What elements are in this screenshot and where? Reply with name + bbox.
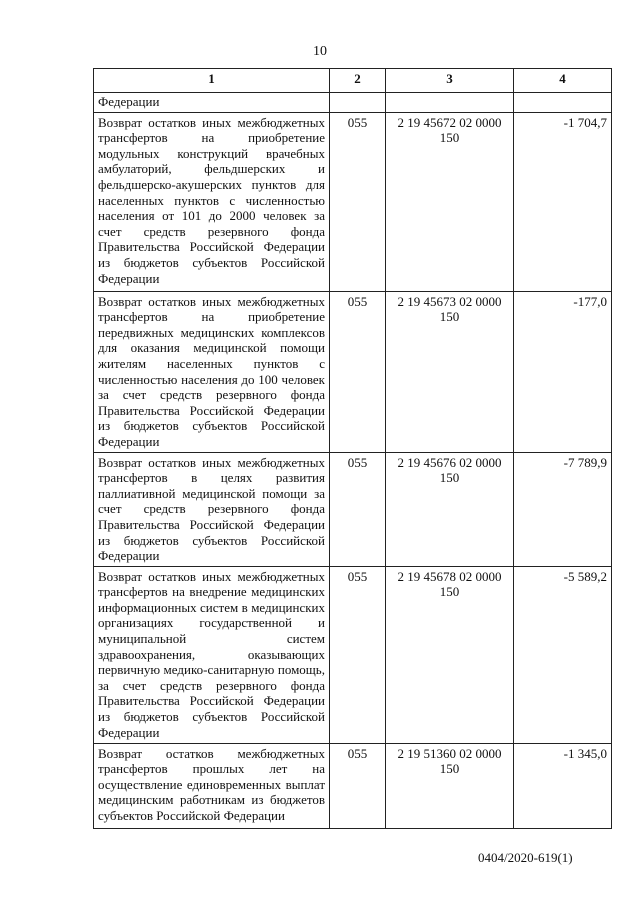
table-row bbox=[94, 566, 612, 743]
row-amount: -5 589,2 bbox=[514, 566, 612, 743]
empty-cell bbox=[514, 93, 612, 113]
row-amount: -7 789,9 bbox=[514, 452, 612, 566]
empty-cell bbox=[330, 93, 386, 113]
budget-code-line2: 150 bbox=[439, 309, 460, 325]
row-admin-code: 055 bbox=[330, 291, 386, 452]
row-budget-code bbox=[386, 566, 514, 743]
budget-code-line2: 150 bbox=[439, 130, 460, 146]
row-description: Возврат остатков межбюджетных трансфертов прошлых лет на осуществление единовременных выплат медицинским работникам из бюджетов субъектов Российской Федерации bbox=[94, 743, 330, 828]
row-description: Возврат остатков иных межбюджетных трансфертов на внедрение медицинских информационных систем в медицинских организациях государственной и муниципальной систем здравоохранения, оказывающих первичную медико-санитарную помощь, за счет средств резервного фонда Правительства Российской Федерации из бюджетов субъектов Российской Федерации bbox=[94, 566, 330, 743]
row-amount: -1 704,7 bbox=[514, 112, 612, 291]
column-header-2: 2 bbox=[330, 69, 386, 93]
budget-code-line1: 2 19 45678 02 0000 bbox=[397, 568, 502, 584]
table-row-continuation bbox=[94, 93, 612, 113]
document-number: 0404/2020-619(1) bbox=[478, 850, 573, 865]
budget-code-line1: 2 19 45672 02 0000 bbox=[397, 114, 502, 130]
empty-cell bbox=[386, 93, 514, 113]
budget-code-line2: 150 bbox=[439, 470, 460, 486]
table-row bbox=[94, 291, 612, 452]
row-budget-code bbox=[386, 112, 514, 291]
row-admin-code: 055 bbox=[330, 566, 386, 743]
row-amount: -1 345,0 bbox=[514, 743, 612, 828]
row-budget-code bbox=[386, 291, 514, 452]
budget-code-line2: 150 bbox=[439, 584, 460, 600]
table-header-row bbox=[94, 69, 612, 93]
table-row bbox=[94, 452, 612, 566]
row-description: Возврат остатков иных межбюджетных трансфертов на приобретение модульных конструкций врачебных амбулаторий, фельдшерских и фельдшерско-акушерских пунктов для населенных пунктов с численностью населения от 101 до 2000 человек за счет средств резервного фонда Правительства Российской Федерации из бюджетов субъектов Российской Федерации bbox=[94, 112, 330, 291]
budget-code-line1: 2 19 45673 02 0000 bbox=[397, 293, 502, 309]
row-admin-code: 055 bbox=[330, 112, 386, 291]
budget-code-line1: 2 19 51360 02 0000 bbox=[397, 745, 502, 761]
table-row bbox=[94, 743, 612, 828]
row-admin-code: 055 bbox=[330, 452, 386, 566]
budget-code-line2: 150 bbox=[439, 761, 460, 777]
column-header-3: 3 bbox=[386, 69, 514, 93]
page-number: 10 bbox=[313, 44, 327, 59]
row-description: Возврат остатков иных межбюджетных трансфертов в целях развития паллиативной медицинской помощи за счет средств резервного фонда Правительства Российской Федерации из бюджетов субъектов Российской Федерации bbox=[94, 452, 330, 566]
budget-table bbox=[93, 68, 612, 829]
budget-code-line1: 2 19 45676 02 0000 bbox=[397, 454, 502, 470]
column-header-4: 4 bbox=[514, 69, 612, 93]
row-admin-code: 055 bbox=[330, 743, 386, 828]
row-amount: -177,0 bbox=[514, 291, 612, 452]
row-description: Возврат остатков иных межбюджетных трансфертов на приобретение передвижных медицинских комплексов для оказания медицинской помощи жителям населенных пунктов с численностью населения до 100 человек за счет средств резервного фонда Правительства Российской Федерации из бюджетов субъектов Российской Федерации bbox=[94, 291, 330, 452]
row-budget-code bbox=[386, 452, 514, 566]
table-row bbox=[94, 112, 612, 291]
continuation-text: Федерации bbox=[94, 93, 330, 113]
column-header-1: 1 bbox=[94, 69, 330, 93]
row-budget-code bbox=[386, 743, 514, 828]
